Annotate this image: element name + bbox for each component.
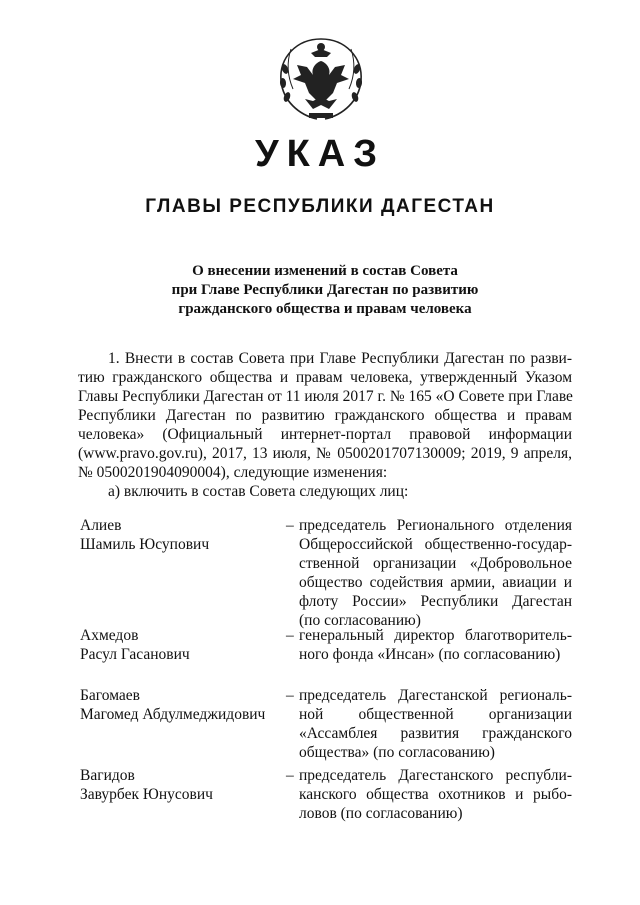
role-line: канского общества охотников и рыбо- xyxy=(299,786,572,803)
member-name xyxy=(80,686,285,724)
member-name xyxy=(80,766,285,804)
dagestan-coat-of-arms-icon xyxy=(271,35,371,125)
member-role xyxy=(299,766,572,823)
role-line: ственной организации «Добровольное xyxy=(299,555,572,572)
decree-heading-line: при Главе Республики Дагестан по развитию xyxy=(171,282,479,298)
dash: – xyxy=(286,767,294,784)
decree-heading-line: гражданского общества и правам человека xyxy=(178,301,472,317)
member-given-names: Завурбек Юнусович xyxy=(80,786,213,803)
role-line: ной общественной организации xyxy=(299,706,572,723)
member-given-names: Расул Гасанович xyxy=(80,646,190,663)
member-name xyxy=(80,516,285,554)
dash: – xyxy=(286,517,294,534)
role-line: ловов (по согласованию) xyxy=(299,805,463,822)
document-subtitle: ГЛАВЫ РЕСПУБЛИКИ ДАГЕСТАН xyxy=(145,196,495,217)
role-line: Общероссийской общественно-государ- xyxy=(299,536,572,553)
role-line: «Ассамблея развития гражданского xyxy=(299,725,572,742)
decree-paragraph-1 xyxy=(78,349,572,501)
role-line: председатель Дагестанского республи- xyxy=(299,767,572,784)
decree-heading xyxy=(80,262,570,319)
paragraph-line: тию гражданского общества и правам человека, утвержденный Указом xyxy=(78,369,572,386)
member-role xyxy=(299,626,572,664)
role-line: (по согласованию) xyxy=(299,612,421,629)
dash: – xyxy=(286,627,294,644)
paragraph-line: № 0500201904090004), следующие изменения: xyxy=(78,464,388,481)
member-given-names: Магомед Абдулмеджидович xyxy=(80,706,266,723)
member-role xyxy=(299,686,572,762)
paragraph-line: Главы Республики Дагестан от 11 июля 2017 г. № 165 «О Совете при Главе xyxy=(78,388,573,405)
paragraph-line: Республики Дагестан по развитию гражданского общества и правам xyxy=(78,407,572,424)
decree-heading-line: О внесении изменений в состав Совета xyxy=(192,263,458,279)
paragraph-line: человека» (Официальный интернет-портал правовой информации xyxy=(78,426,572,443)
member-surname: Вагидов xyxy=(80,767,135,784)
paragraph-line: (www.pravo.gov.ru), 2017, 13 июля, № 0500201707130009; 2019, 9 апреля, xyxy=(78,445,572,462)
role-line: флоту России» Республики Дагестан xyxy=(299,593,572,610)
role-line: председатель Дагестанской региональ- xyxy=(299,687,572,704)
paragraph-line: 1. Внести в состав Совета при Главе Республики Дагестан по разви- xyxy=(108,350,572,367)
member-name xyxy=(80,626,285,664)
member-role xyxy=(299,516,572,630)
role-line: генеральный директор благотворитель- xyxy=(299,627,572,644)
role-line: общество содействия армии, авиации и xyxy=(299,574,572,591)
member-surname: Алиев xyxy=(80,517,122,534)
member-surname: Багомаев xyxy=(80,687,140,704)
role-line: председатель Регионального отделения xyxy=(299,517,572,534)
subitem-a: а) включить в состав Совета следующих лиц: xyxy=(108,483,409,500)
member-surname: Ахмедов xyxy=(80,627,139,644)
dash: – xyxy=(286,687,294,704)
role-line: ного фонда «Инсан» (по согласованию) xyxy=(299,646,561,663)
document-title: УКАЗ xyxy=(254,133,386,175)
role-line: общества» (по согласованию) xyxy=(299,744,495,761)
member-given-names: Шамиль Юсупович xyxy=(80,536,210,553)
